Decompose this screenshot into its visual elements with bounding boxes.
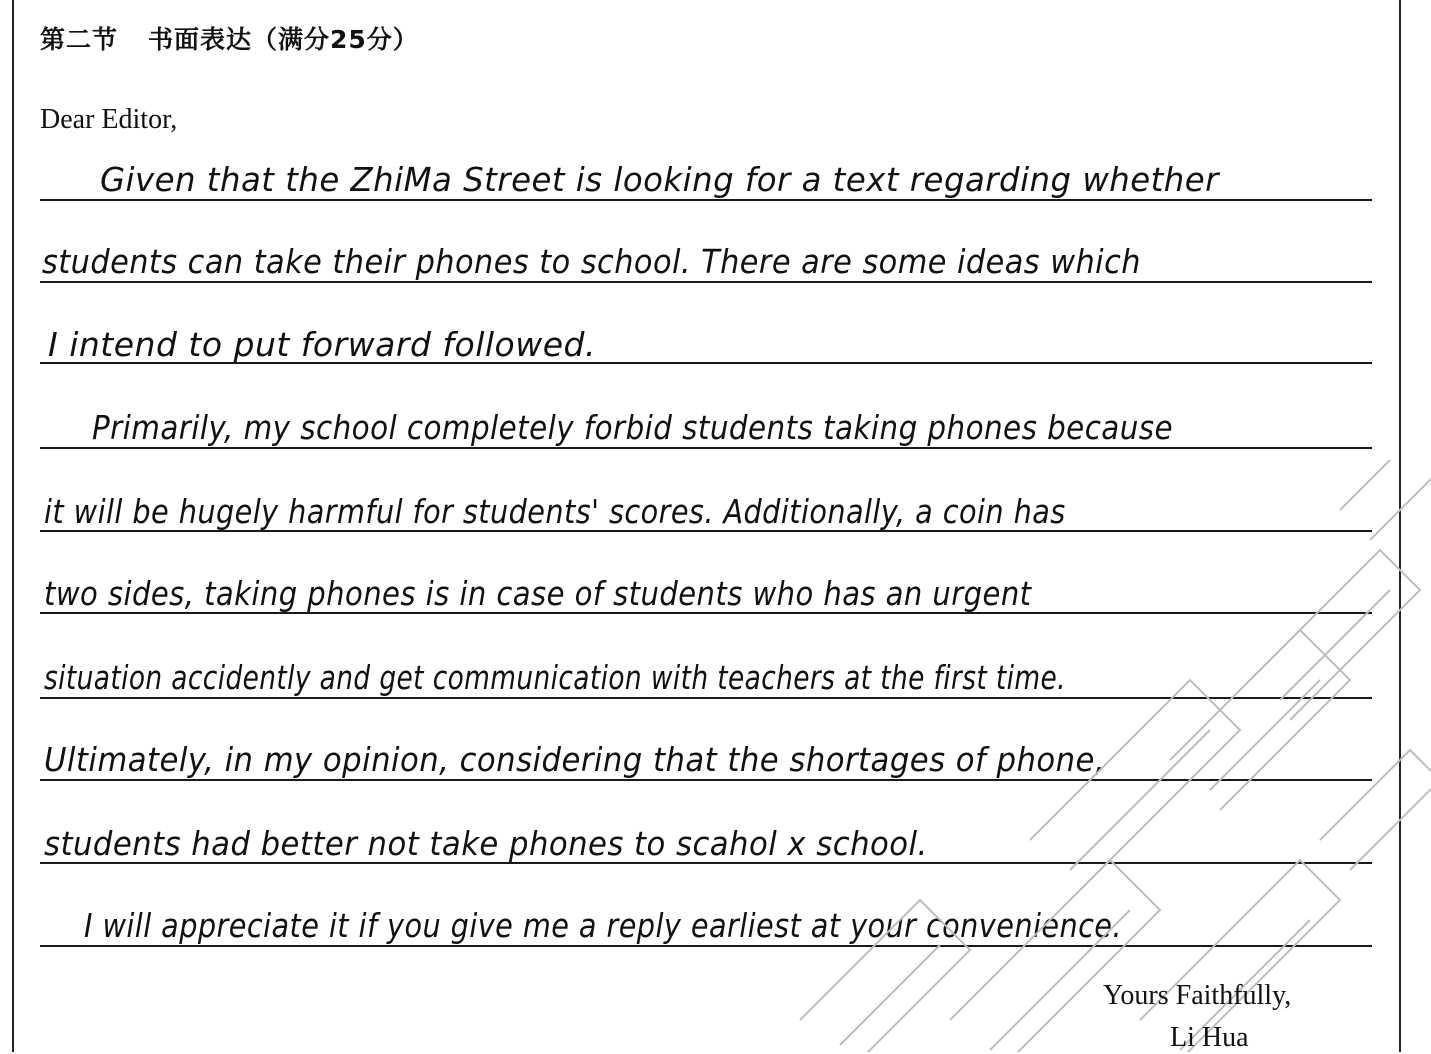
watermark-graphic [780,460,1431,1052]
essay-line-10: I will appreciate it if you give me a reply earliest at your convenience. [84,906,1122,945]
essay-line-4: Primarily, my school completely forbid students taking phones because [92,408,1174,447]
ruled-line [40,281,1372,283]
section-heading [40,20,419,56]
ruled-line [40,447,1372,449]
essay-line-3: I intend to put forward followed. [48,325,596,364]
page-frame-left [12,0,14,1052]
essay-line-5: it will be hugely harmful for students' scores. Additionally, a coin has [44,492,1066,531]
salutation: Dear Editor, [40,104,178,135]
section-number: 第二节 [40,25,119,54]
section-topic: 书面表达（满分25分） [148,25,419,54]
ruled-line [40,199,1372,201]
essay-line-9: students had better not take phones to scahol x school. [44,824,928,863]
essay-line-8: Ultimately, in my opinion, considering that the shortages of phone, [44,740,1106,779]
essay-line-6: two sides, taking phones is in case of students who has an urgent [44,574,1032,613]
signature-name: Li Hua [1170,1022,1249,1053]
closing: Yours Faithfully, [1103,980,1292,1011]
essay-line-7: situation accidently and get communication with teachers at the first time. [44,658,1066,697]
essay-line-1: Given that the ZhiMa Street is looking for a text regarding whether [100,160,1219,199]
essay-line-2: students can take their phones to school. There are some ideas which [42,242,1141,281]
